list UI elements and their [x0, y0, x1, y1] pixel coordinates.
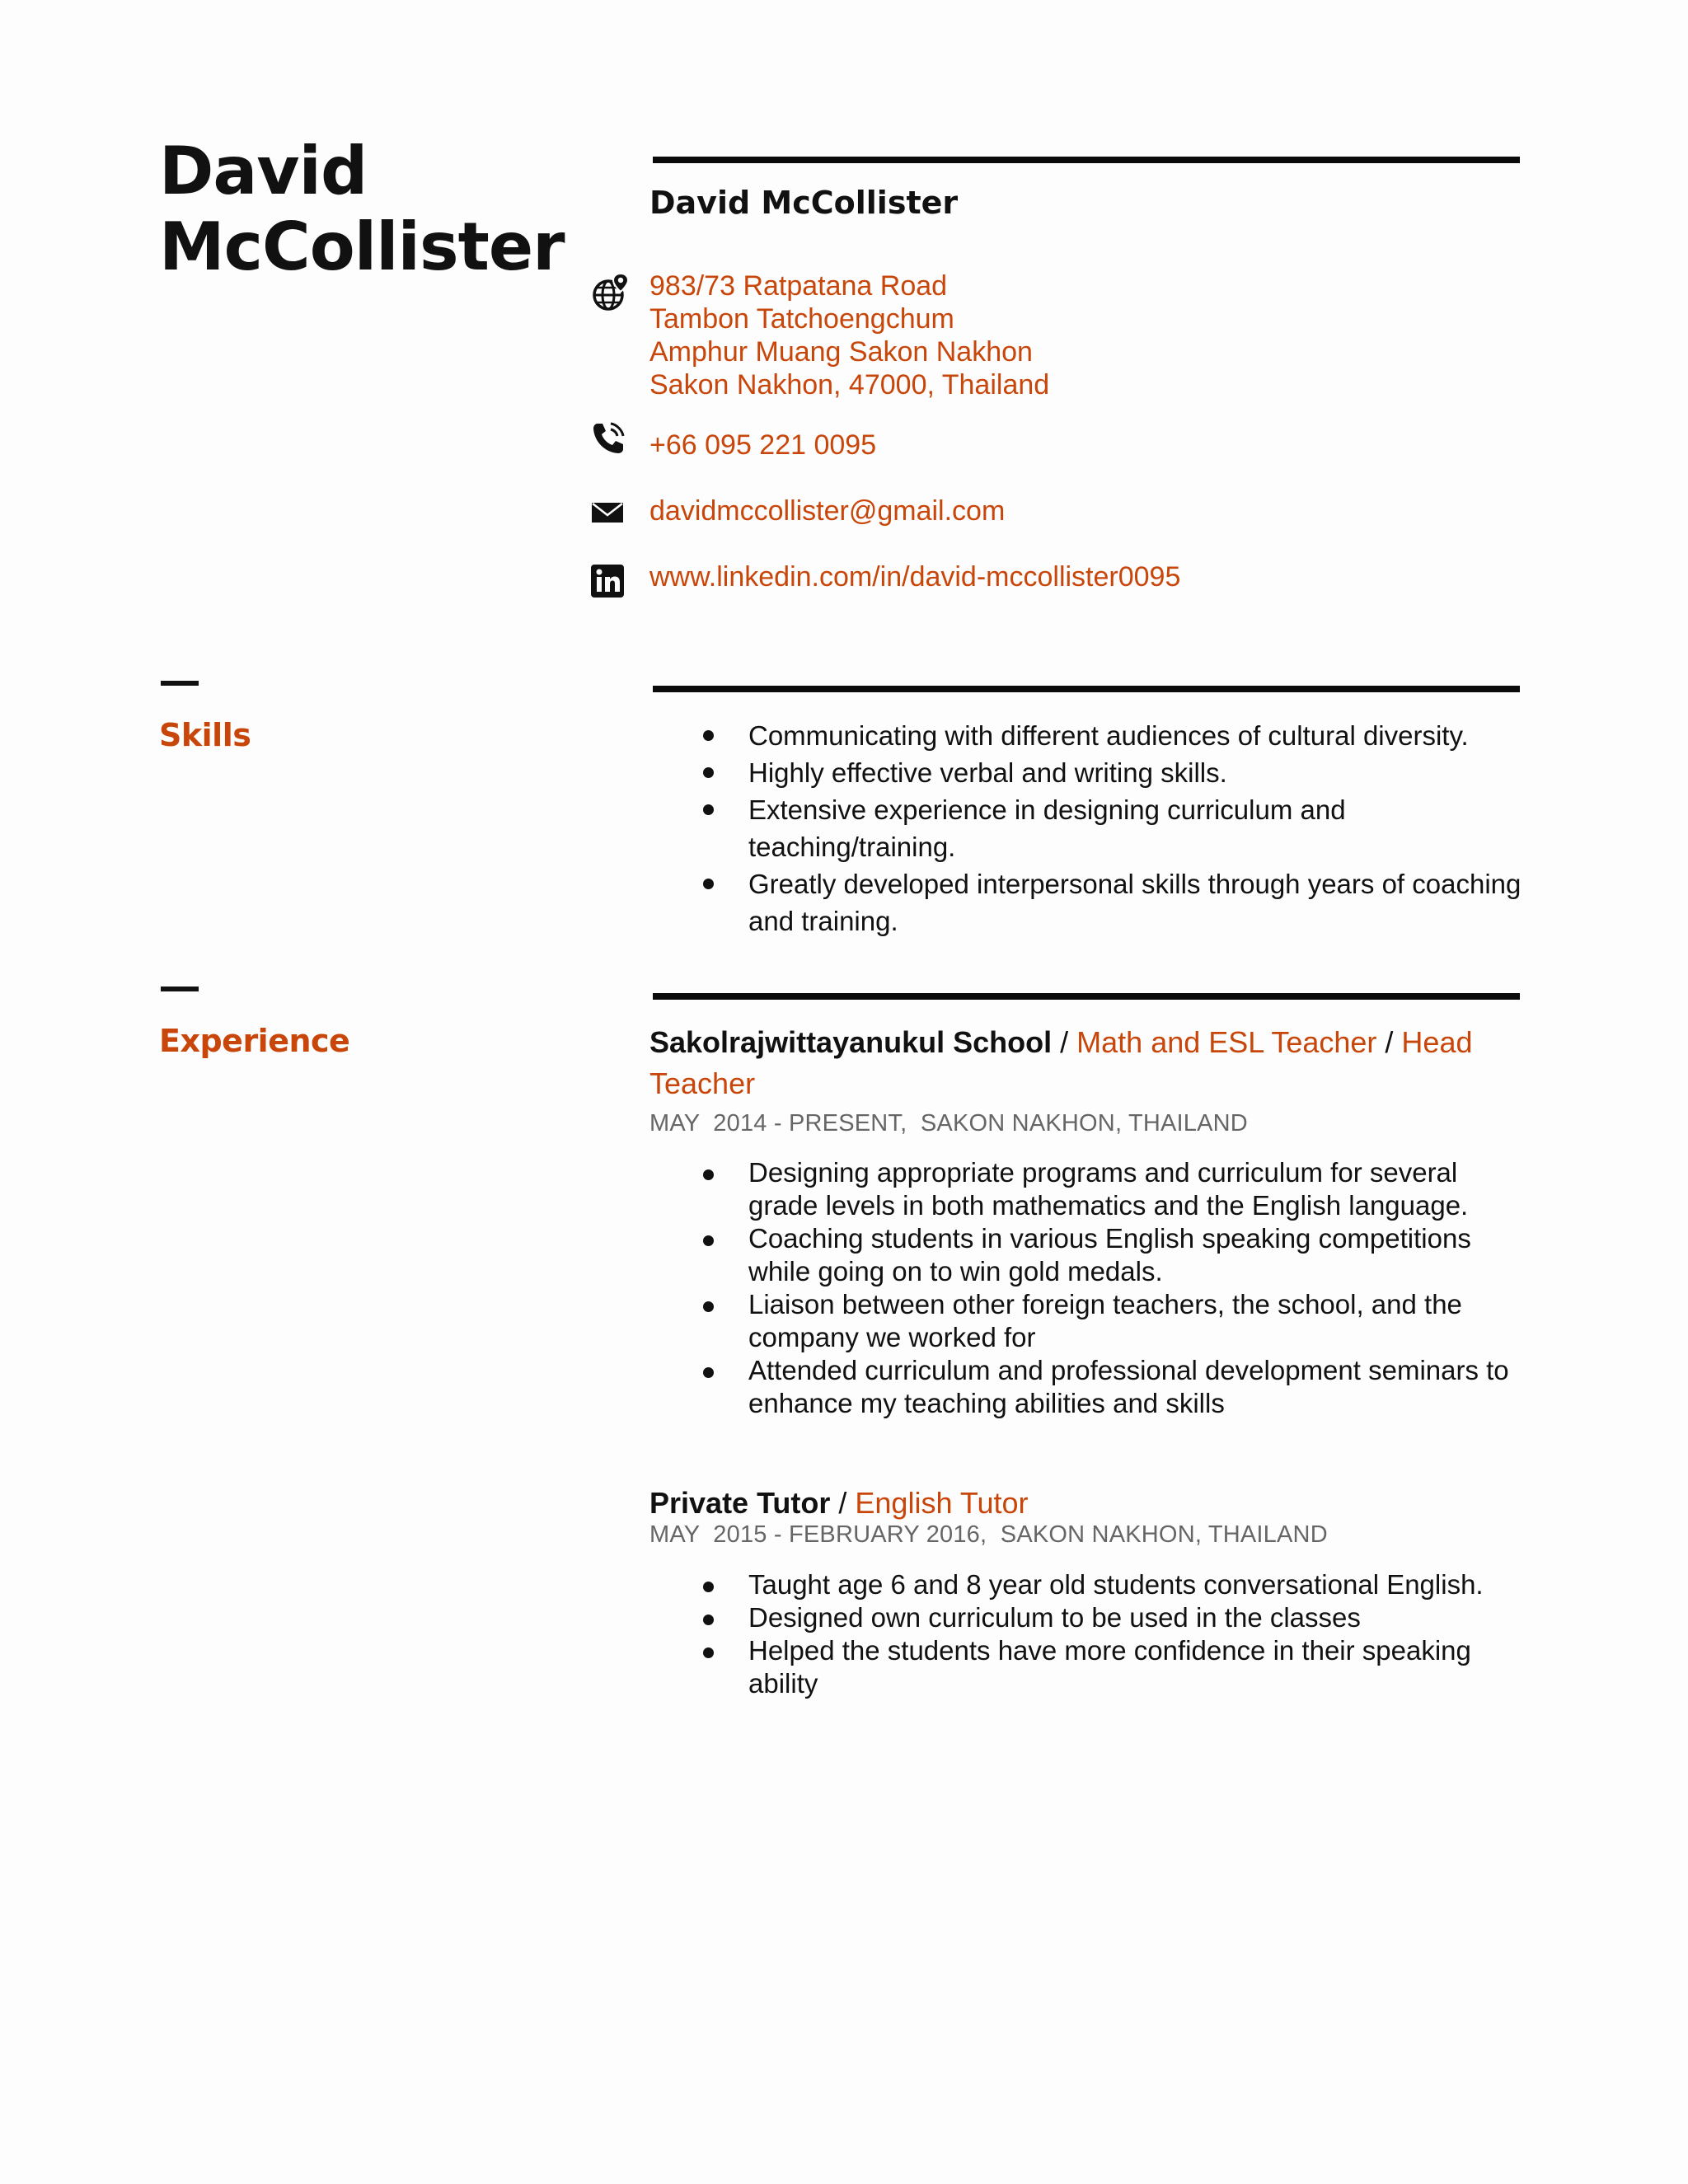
- job-bullet: Liaison between other foreign teachers, the school, and the company we worked for: [699, 1288, 1523, 1354]
- job-title: [649, 1022, 1523, 1104]
- skills-dash: [161, 681, 199, 686]
- job-meta: MAY 2015 - FEBRUARY 2016, SAKON NAKHON, THAILAND: [649, 1521, 1328, 1548]
- job-bullet: Taught age 6 and 8 year old students conversational English.: [699, 1568, 1523, 1601]
- job-bullet: Helped the students have more confidence in their speaking ability: [699, 1634, 1523, 1700]
- address-line: Tambon Tatchoengchum: [649, 303, 954, 335]
- contact-name: David McCollister: [649, 185, 959, 221]
- phone-icon: [590, 420, 626, 457]
- address-line: Sakon Nakhon, 47000, Thailand: [649, 369, 1050, 401]
- job-bullets: [699, 1156, 1523, 1420]
- skill-item: Highly effective verbal and writing skills.: [699, 754, 1523, 791]
- job-role: English Tutor: [855, 1486, 1029, 1520]
- skills-list: [699, 717, 1523, 940]
- email-link[interactable]: davidmccollister@gmail.com: [649, 495, 1006, 527]
- experience-heading: Experience: [159, 1023, 350, 1059]
- contact-address: [649, 269, 1049, 401]
- job-role: Head Teacher: [649, 1025, 1473, 1100]
- job-separator: /: [1376, 1025, 1402, 1059]
- linkedin-link[interactable]: www.linkedin.com/in/david-mccollister0095: [649, 561, 1181, 593]
- candidate-name: [159, 134, 565, 285]
- skill-item: Greatly developed interpersonal skills through years of coaching and training.: [699, 865, 1523, 940]
- job-bullet: Coaching students in various English speaking competitions while going on to win gold medals.: [699, 1222, 1523, 1288]
- job-organization: Private Tutor: [649, 1486, 831, 1520]
- phone-number[interactable]: +66 095 221 0095: [649, 429, 877, 461]
- skill-item: Extensive experience in designing curriculum and teaching/training.: [699, 791, 1523, 865]
- job-bullet: Attended curriculum and professional development seminars to enhance my teaching abilities and skills: [699, 1354, 1523, 1420]
- candidate-last-name: McCollister: [159, 209, 565, 285]
- job-separator: /: [830, 1486, 856, 1520]
- globe-location-icon: [590, 272, 631, 313]
- job-bullets: [699, 1568, 1523, 1700]
- address-line: 983/73 Ratpatana Road: [649, 270, 948, 302]
- job-bullet: Designed own curriculum to be used in the classes: [699, 1601, 1523, 1634]
- skills-heading: Skills: [159, 717, 251, 753]
- envelope-icon: [590, 494, 625, 529]
- linkedin-icon: [590, 564, 625, 598]
- address-line: Amphur Muang Sakon Nakhon: [649, 336, 1033, 368]
- job-title: [649, 1483, 1523, 1524]
- job-bullet: Designing appropriate programs and curriculum for several grade levels in both mathematics and the English language.: [699, 1156, 1523, 1222]
- candidate-first-name: David: [159, 133, 368, 209]
- job-separator: /: [1052, 1025, 1077, 1059]
- experience-divider: [653, 993, 1520, 1000]
- job-organization: Sakolrajwittayanukul School: [649, 1025, 1053, 1059]
- skill-item: Communicating with different audiences of cultural diversity.: [699, 717, 1523, 754]
- contact-divider: [653, 157, 1520, 163]
- job-role: Math and ESL Teacher: [1076, 1025, 1377, 1059]
- skills-divider: [653, 686, 1520, 692]
- experience-dash: [161, 987, 199, 991]
- job-meta: MAY 2014 - PRESENT, SAKON NAKHON, THAILAND: [649, 1110, 1248, 1137]
